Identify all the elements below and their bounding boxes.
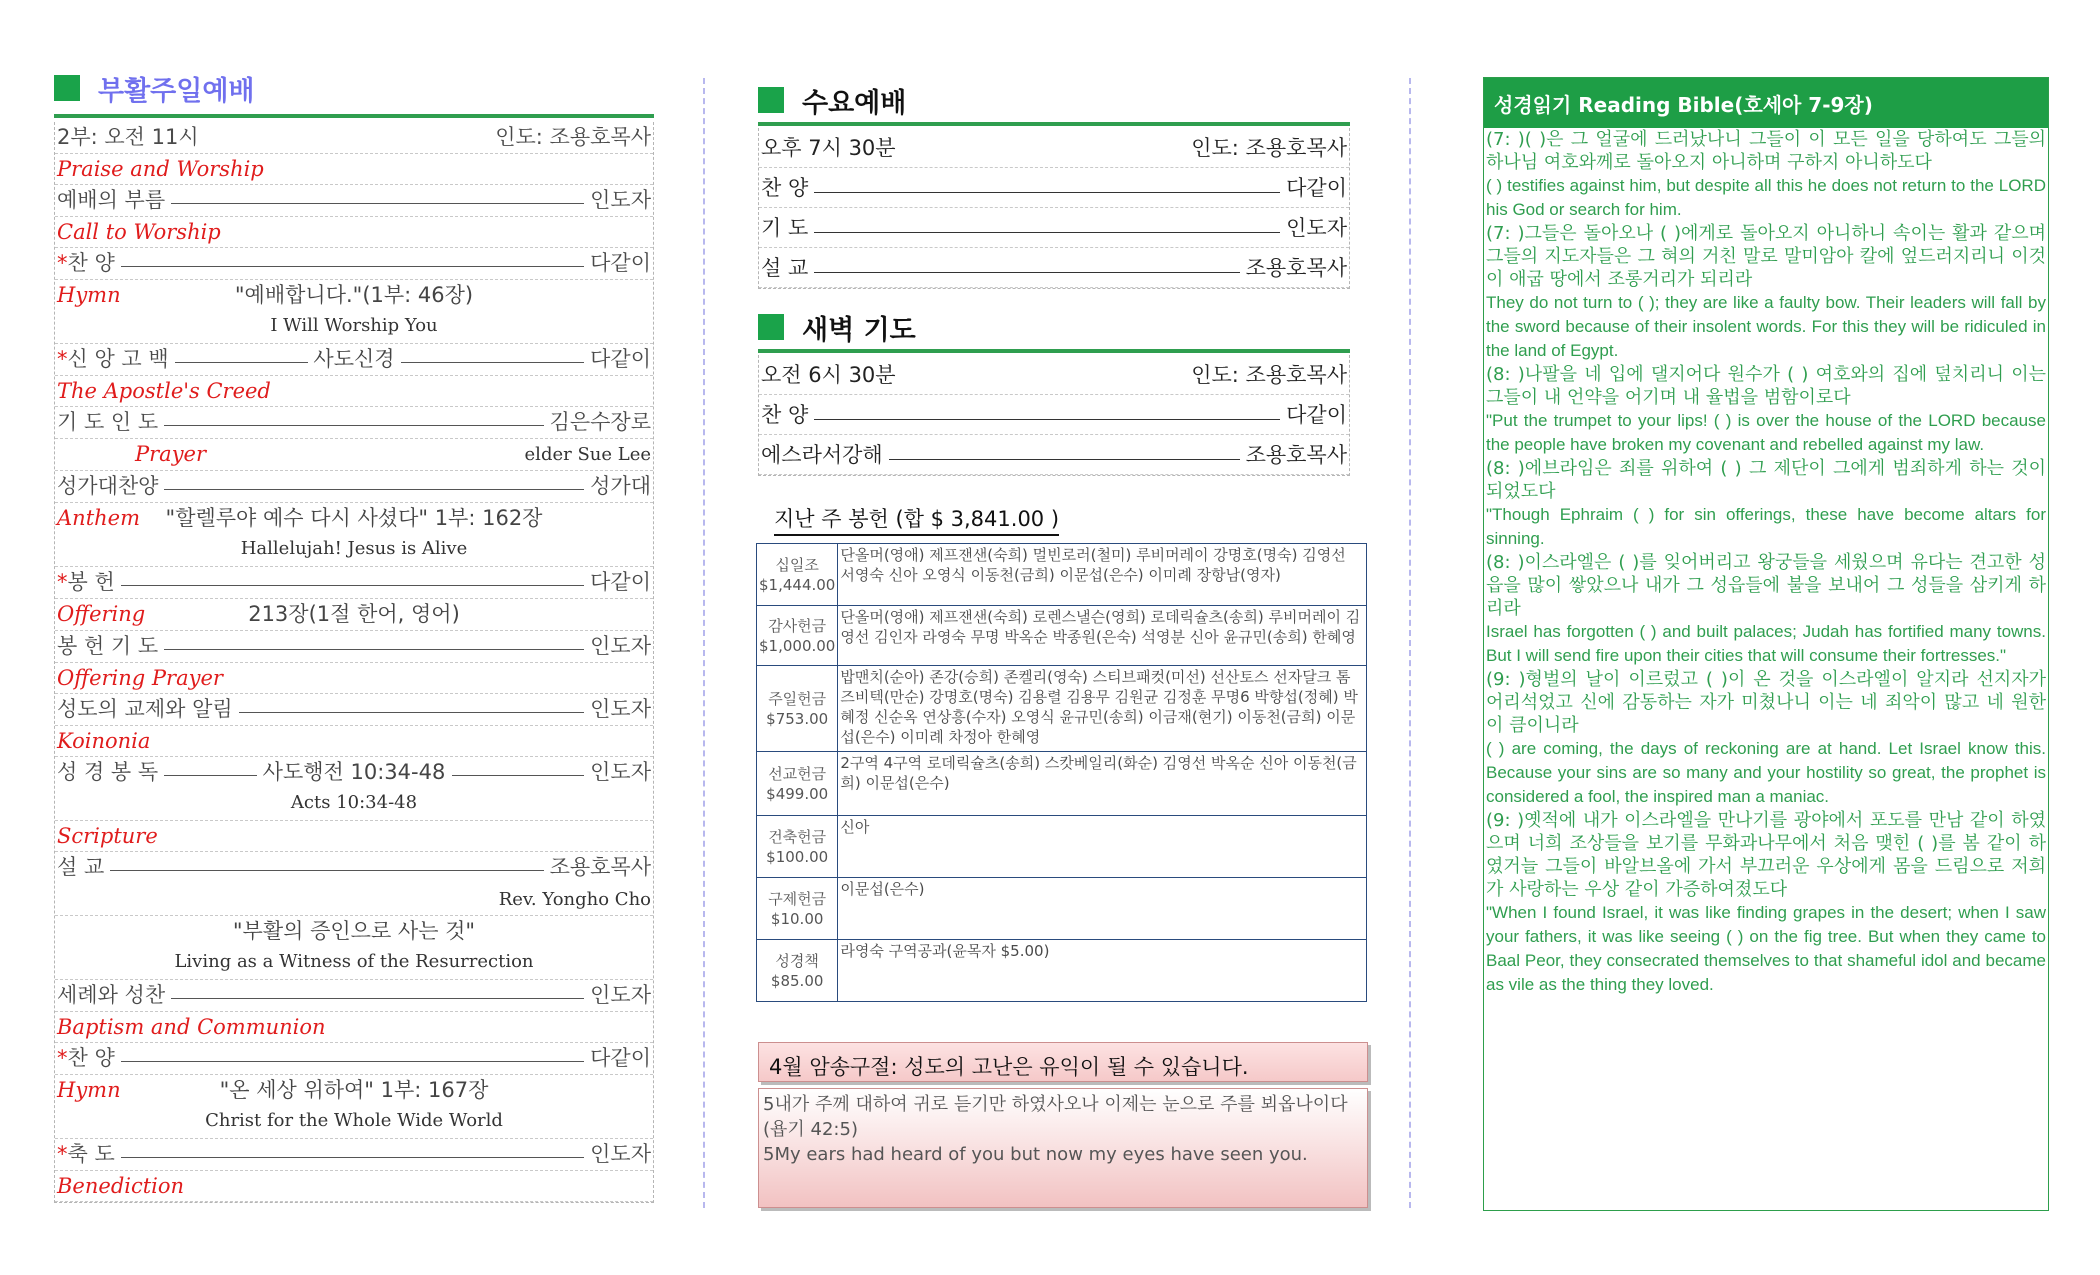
order-row <box>55 631 653 663</box>
offering-donors: 2구역 4구역 로데릭슐츠(송희) 스캇베일리(화순) 김영선 박옥순 신아 이동천(금희) 이문섭(은수) <box>838 752 1367 816</box>
sermon-preacher: 조용호목사 <box>549 855 651 879</box>
bible-verse-korean: (8: )나팔을 네 입에 댈지어다 원수가 ( ) 여호와의 집에 덮치리니 이는 그들이 내 언약을 어기며 내 율법을 범함이로다 <box>1486 364 2046 408</box>
offering-donors: 단올머(영애) 제프잰샌(숙희) 멀빈로러(철미) 루비머레이 강명호(명숙) 김영선 서영숙 신아 오영식 이동천(금희) 이문섭(은수) 이미례 장항남(영자) <box>838 544 1367 606</box>
english-heading: Praise and Worship <box>57 157 264 181</box>
offering-category <box>757 878 838 940</box>
memory-verse-korean: 5내가 주께 대하여 귀로 듣기만 하였사오나 이제는 눈으로 주를 뵈옵나이다(욥기 42:5) <box>763 1094 1348 1140</box>
offering-amount: $1,000.00 <box>759 636 836 655</box>
order-item-label <box>57 251 115 276</box>
order-item-name: 신 앙 고 백 <box>67 347 169 371</box>
order-row-english <box>55 376 653 407</box>
english-heading: Offering Prayer <box>57 666 223 690</box>
english-heading: Hymn <box>57 1078 121 1102</box>
order-item-name: 찬 양 <box>67 251 115 275</box>
leader-line <box>164 649 584 650</box>
order-item-label <box>57 570 115 595</box>
required-star: * <box>57 1142 68 1166</box>
service-row <box>759 248 1349 288</box>
order-item-name: 봉 헌 <box>67 570 115 594</box>
order-item-leader: 인도자 <box>590 188 651 212</box>
order-row-english <box>55 217 653 248</box>
offering-row <box>757 544 1367 606</box>
dawn-time-row <box>759 355 1349 395</box>
leader-line <box>401 362 585 363</box>
service-item-leader: 조용호목사 <box>1245 256 1347 280</box>
column-divider-right <box>1409 78 1411 1208</box>
hymn-title: "온 세상 위하여" 1부: 167장 <box>219 1078 489 1102</box>
order-row-hymn <box>55 280 653 344</box>
order-item-label <box>57 410 158 435</box>
leader-line <box>171 203 584 204</box>
service-item-leader: 다같이 <box>1286 176 1347 200</box>
order-item-leader: 다같이 <box>590 251 651 275</box>
sermon-title: "부활의 증인으로 사는 것" <box>232 919 476 943</box>
leader-line <box>164 425 544 426</box>
scripture-reference: 사도행전 10:34-48 <box>262 760 446 784</box>
order-item-label <box>57 983 165 1008</box>
offering-category-name: 주일헌금 <box>768 689 827 708</box>
order-item-leader: 다같이 <box>590 1046 651 1070</box>
order-row <box>55 567 653 599</box>
english-heading: Koinonia <box>57 729 151 753</box>
offering-category-name: 구제헌금 <box>768 889 827 908</box>
offering-amount: $10.00 <box>770 909 824 928</box>
offering-category <box>757 544 838 606</box>
order-item-label <box>57 188 165 213</box>
order-row <box>55 344 653 376</box>
order-item-name: 기 도 인 도 <box>57 410 159 434</box>
order-item-name: 예배의 부름 <box>57 188 166 212</box>
leader-line <box>121 266 584 267</box>
prayer-leader-english: elder Sue Lee <box>524 444 651 465</box>
dawn-prayer-title: 새벽 기도 <box>802 314 916 346</box>
hymn-english-title: Hallelujah! Jesus is Alive <box>240 538 468 559</box>
leader-line <box>171 998 584 999</box>
leader-line <box>121 585 584 586</box>
bible-verse-english: "Put the trumpet to your lips! ( ) is over the house of the LORD because the people have broken my covenant and rebelled against my law. <box>1486 411 2046 454</box>
wednesday-leader: 인도: 조용호목사 <box>1191 136 1347 160</box>
easter-service-column <box>54 62 654 1203</box>
offering-row <box>757 878 1367 940</box>
memory-verse-heading: 4월 암송구절: 성도의 고난은 유익이 될 수 있습니다. <box>758 1042 1368 1082</box>
order-item-leader: 다같이 <box>590 570 651 594</box>
order-item-leader: 인도자 <box>590 983 651 1007</box>
bible-verse-korean: (9: )옛적에 내가 이스라엘을 만나기를 광야에서 포도를 만남 같이 하였으며 너희 조상들을 보기를 무화과나무에서 처음 맺힌 ( )를 봄 같이 하였거늘 그들이 바알브올에 가서 부끄러운 우상에게 몸을 드림으로 저희가 사랑하는 우상 같이 가증하여졌도다 <box>1486 810 2046 900</box>
leader-line <box>814 232 1280 233</box>
order-row-english <box>55 821 653 852</box>
order-item-leader: 인도자 <box>590 697 651 721</box>
order-item-name: 봉 헌 기 도 <box>57 634 159 658</box>
order-item-label <box>57 634 158 659</box>
offering-donors: 이문섭(은수) <box>838 878 1367 940</box>
order-item-leader: 인도자 <box>590 1142 651 1166</box>
wednesday-service-box <box>758 128 1350 289</box>
hymn-english-title: Christ for the Whole Wide World <box>205 1110 503 1131</box>
dawn-time: 오전 6시 30분 <box>761 363 896 387</box>
order-item-leader: 다같이 <box>590 347 651 371</box>
order-row-hymn <box>55 503 653 567</box>
weekday-services-column <box>758 78 1361 1165</box>
hymn-title: "예배합니다."(1부: 46장) <box>234 283 474 307</box>
offering-amount: $1,444.00 <box>759 575 836 594</box>
required-star: * <box>57 1046 68 1070</box>
column-divider-left <box>703 78 705 1208</box>
bible-verse-english: ( ) testifies against him, but despite all this he does not return to the LORD his God or search for him. <box>1486 176 2046 219</box>
bible-verse-english: Israel has forgotten ( ) and built palaces; Judah has fortified many towns. But I will send fire upon their cities that will consume their fortresses." <box>1486 622 2046 665</box>
sermon-preacher-english: Rev. Yongho Cho <box>498 889 651 910</box>
order-row <box>55 1043 653 1075</box>
offering-amount: $499.00 <box>766 784 829 803</box>
order-of-worship <box>54 122 654 1203</box>
leader-line <box>121 1157 584 1158</box>
service-item-leader: 다같이 <box>1286 403 1347 427</box>
scripture-english-reference: Acts 10:34-48 <box>290 792 418 813</box>
english-heading: The Apostle's Creed <box>57 379 271 403</box>
service-item-name: 찬 양 <box>761 403 809 427</box>
offering-donors: 밥맨치(순아) 존강(승희) 존켈리(영숙) 스티브패컷(미선) 선산토스 선자달크 톰즈비텍(만순) 강명호(명숙) 김용렬 김용무 김원균 김정훈 무명6 박향섭(정혜) 박혜정 신순옥 연상흥(수자) 오영식 윤규민(송희) 이금재(현기) 이동천(금희) 이문섭(은수) 이미례 차정아 한혜영 <box>838 666 1367 752</box>
reading-bible-panel <box>1483 77 2049 1211</box>
order-item-label <box>57 697 233 722</box>
wednesday-rows <box>759 168 1349 288</box>
offering-amount: $85.00 <box>770 971 824 990</box>
dawn-prayer-header <box>758 305 1350 353</box>
service-item-name: 에스라서강해 <box>761 443 883 467</box>
easter-service-header <box>54 62 654 118</box>
wednesday-time: 오후 7시 30분 <box>761 136 896 160</box>
english-heading: Benediction <box>57 1174 185 1198</box>
english-heading: Call to Worship <box>57 220 221 244</box>
memory-verse-box <box>758 1088 1368 1208</box>
order-row-english <box>55 1171 653 1202</box>
order-row-hymn <box>55 1075 653 1139</box>
bible-verse-korean: (7: )( )은 그 얼굴에 드러났나니 그들이 이 모든 일을 당하여도 그들의 하나님 여호와께로 돌아오지 아니하며 구하지 아니하도다 <box>1486 129 2046 173</box>
offering-donors: 단올머(영애) 제프잰샌(숙희) 로렌스낼슨(영희) 로데릭슐츠(송희) 루비머레이 김영선 김인자 라영숙 무명 박옥순 박종원(은숙) 석영분 신아 윤규민(송희) 한혜영 <box>838 606 1367 666</box>
order-row-scripture <box>55 757 653 821</box>
order-row <box>55 407 653 439</box>
order-item-name: 찬 양 <box>67 1046 115 1070</box>
wednesday-service-title: 수요예배 <box>802 87 907 119</box>
leader-line <box>110 870 544 871</box>
order-row <box>55 471 653 503</box>
offering-amount: $100.00 <box>766 847 829 866</box>
dawn-leader: 인도: 조용호목사 <box>1191 363 1347 387</box>
offering-category-name: 건축헌금 <box>768 827 827 846</box>
bible-verse-english: ( ) are coming, the days of reckoning are at hand. Let Israel know this. Because your sins are so many and your hostility so great, the prophet is considered a fool, the inspired man a maniac. <box>1486 739 2046 806</box>
order-row-sermon-title <box>55 916 653 980</box>
order-item-label <box>57 474 158 499</box>
service-leader: 인도: 조용호목사 <box>495 125 651 149</box>
required-star: * <box>57 347 68 371</box>
order-row-prayer <box>55 439 653 471</box>
offering-row <box>757 606 1367 666</box>
memory-verse-english: 5My ears had heard of you but now my eyes have seen you. <box>763 1144 1308 1165</box>
order-row-offering <box>55 599 653 631</box>
leader-line <box>814 419 1280 420</box>
leader-line <box>164 489 584 490</box>
english-heading: Anthem <box>57 506 140 530</box>
bible-verse-english: "When I found Israel, it was like finding grapes in the desert; when I saw your fathers, it was like seeing ( ) on the fig tree. But when they came to Baal Peor, they consecrated themselves to that shameful idol and became as vile as the thing they loved. <box>1486 903 2046 994</box>
offering-category-name: 선교헌금 <box>768 764 827 783</box>
offering-row <box>757 816 1367 878</box>
order-row-english <box>55 663 653 694</box>
service-row <box>759 435 1349 475</box>
order-item-leader: 김은수장로 <box>549 410 651 434</box>
bible-verse-korean: (8: )이스라엘은 ( )를 잊어버리고 왕궁들을 세웠으며 유다는 견고한 성읍을 많이 쌓았으나 내가 그 성읍들에 불을 보내어 그 성들을 삼키게 하리라 <box>1486 552 2046 619</box>
bible-verse-korean: (7: )그들은 돌아오나 ( )에게로 돌아오지 아니하니 속이는 활과 같으며 그들의 지도자들은 그 혀의 거친 말로 말미암아 칼에 엎드러지리니 이것이 애굽 땅에서 조롱거리가 되리라 <box>1486 223 2046 290</box>
service-item-name: 찬 양 <box>761 176 809 200</box>
leader-line <box>175 362 308 363</box>
english-heading: Baptism and Communion <box>57 1015 326 1039</box>
service-item-leader: 인도자 <box>1286 216 1347 240</box>
wednesday-service-header <box>758 78 1350 126</box>
order-row <box>55 1139 653 1171</box>
order-item-leader: 인도자 <box>590 634 651 658</box>
sermon-title-english: Living as a Witness of the Resurrection <box>174 951 534 972</box>
service-row <box>759 395 1349 435</box>
offering-category <box>757 666 838 752</box>
service-row <box>759 168 1349 208</box>
offering-category <box>757 816 838 878</box>
order-item-name: 축 도 <box>67 1142 115 1166</box>
dawn-prayer-box <box>758 355 1350 476</box>
bible-verse-english: "Though Ephraim ( ) for sin offerings, these have become altars for sinning. <box>1486 505 2046 548</box>
offering-donors: 라영숙 구역공과(윤목자 $5.00) <box>838 940 1367 1002</box>
offering-category-name: 감사헌금 <box>768 616 827 635</box>
offering-donors: 신아 <box>838 816 1367 878</box>
english-heading: Offering <box>57 602 146 626</box>
service-item-name: 기 도 <box>761 216 809 240</box>
order-item-name: 설 교 <box>57 855 105 879</box>
easter-service-title: 부활주일예배 <box>98 75 255 107</box>
service-item-name: 설 교 <box>761 256 809 280</box>
english-heading: Scripture <box>57 824 158 848</box>
order-row <box>55 694 653 726</box>
offering-category-name: 십일조 <box>775 555 819 574</box>
offering-hymn: 213장(1절 한어, 영어) <box>248 602 460 626</box>
offering-row <box>757 666 1367 752</box>
order-item-name: 세례와 성찬 <box>57 983 166 1007</box>
leader-line <box>164 775 257 776</box>
service-item-leader: 조용호목사 <box>1245 443 1347 467</box>
order-item-leader: 인도자 <box>590 760 651 784</box>
offering-table <box>756 543 1367 1002</box>
reading-bible-text <box>1484 128 2048 997</box>
order-row-english <box>55 1012 653 1043</box>
order-row <box>55 185 653 217</box>
order-row <box>55 248 653 280</box>
leader-line <box>889 459 1240 460</box>
leader-line <box>121 1061 584 1062</box>
order-item-label <box>57 1142 115 1167</box>
order-item-name: 성 경 봉 독 <box>57 760 159 784</box>
english-heading: Prayer <box>135 442 207 466</box>
hymn-english-title: I Will Worship You <box>270 315 438 336</box>
order-row <box>55 980 653 1012</box>
hymn-title: "할렐루야 예수 다시 사셨다" 1부: 162장 <box>165 506 543 530</box>
leader-line <box>814 272 1240 273</box>
offering-amount: $753.00 <box>766 709 829 728</box>
offering-row <box>757 940 1367 1002</box>
green-square-icon <box>758 314 784 340</box>
green-square-icon <box>54 75 80 101</box>
order-item-leader: 성가대 <box>590 474 651 498</box>
dawn-rows <box>759 395 1349 475</box>
offering-category <box>757 606 838 666</box>
service-time: 2부: 오전 11시 <box>57 125 199 149</box>
service-time-row <box>55 122 653 154</box>
order-item-name: 성도의 교제와 알림 <box>57 697 233 721</box>
service-row <box>759 208 1349 248</box>
offering-category <box>757 752 838 816</box>
order-row-english <box>55 154 653 185</box>
wednesday-time-row <box>759 128 1349 168</box>
bible-verse-english: They do not turn to ( ); they are like a faulty bow. Their leaders will fall by the sword because of their insolent words. For this they will be ridiculed in the land of Egypt. <box>1486 293 2046 360</box>
required-star: * <box>57 570 68 594</box>
offering-row <box>757 752 1367 816</box>
leader-line <box>239 712 584 713</box>
bible-verse-korean: (9: )형벌의 날이 이르렀고 ( )이 온 것을 이스라엘이 알지라 선지자가 어리석었고 신에 감동하는 자가 미쳤나니 이는 네 죄악이 많고 네 원한이 큼이니라 <box>1486 669 2046 736</box>
order-row-sermon <box>55 852 653 916</box>
leader-line <box>452 775 585 776</box>
order-list <box>55 154 653 1202</box>
reading-bible-title: 성경읽기 Reading Bible(호세아 7-9장) <box>1484 78 2048 128</box>
offering-category-name: 성경책 <box>775 951 819 970</box>
offering-category <box>757 940 838 1002</box>
bible-verse-korean: (8: )에브라임은 죄를 위하여 ( ) 그 제단이 그에게 범죄하게 하는 것이 되었도다 <box>1486 458 2046 502</box>
offering-summary-title: 지난 주 봉헌 (합 $ 3,841.00 ) <box>774 503 1059 536</box>
order-item-label <box>57 1046 115 1071</box>
order-row-english <box>55 726 653 757</box>
required-star: * <box>57 251 68 275</box>
order-item-detail: 사도신경 <box>313 347 395 371</box>
green-square-icon <box>758 87 784 113</box>
leader-line <box>814 192 1280 193</box>
order-item-name: 성가대찬양 <box>57 474 159 498</box>
english-heading: Hymn <box>57 283 121 307</box>
